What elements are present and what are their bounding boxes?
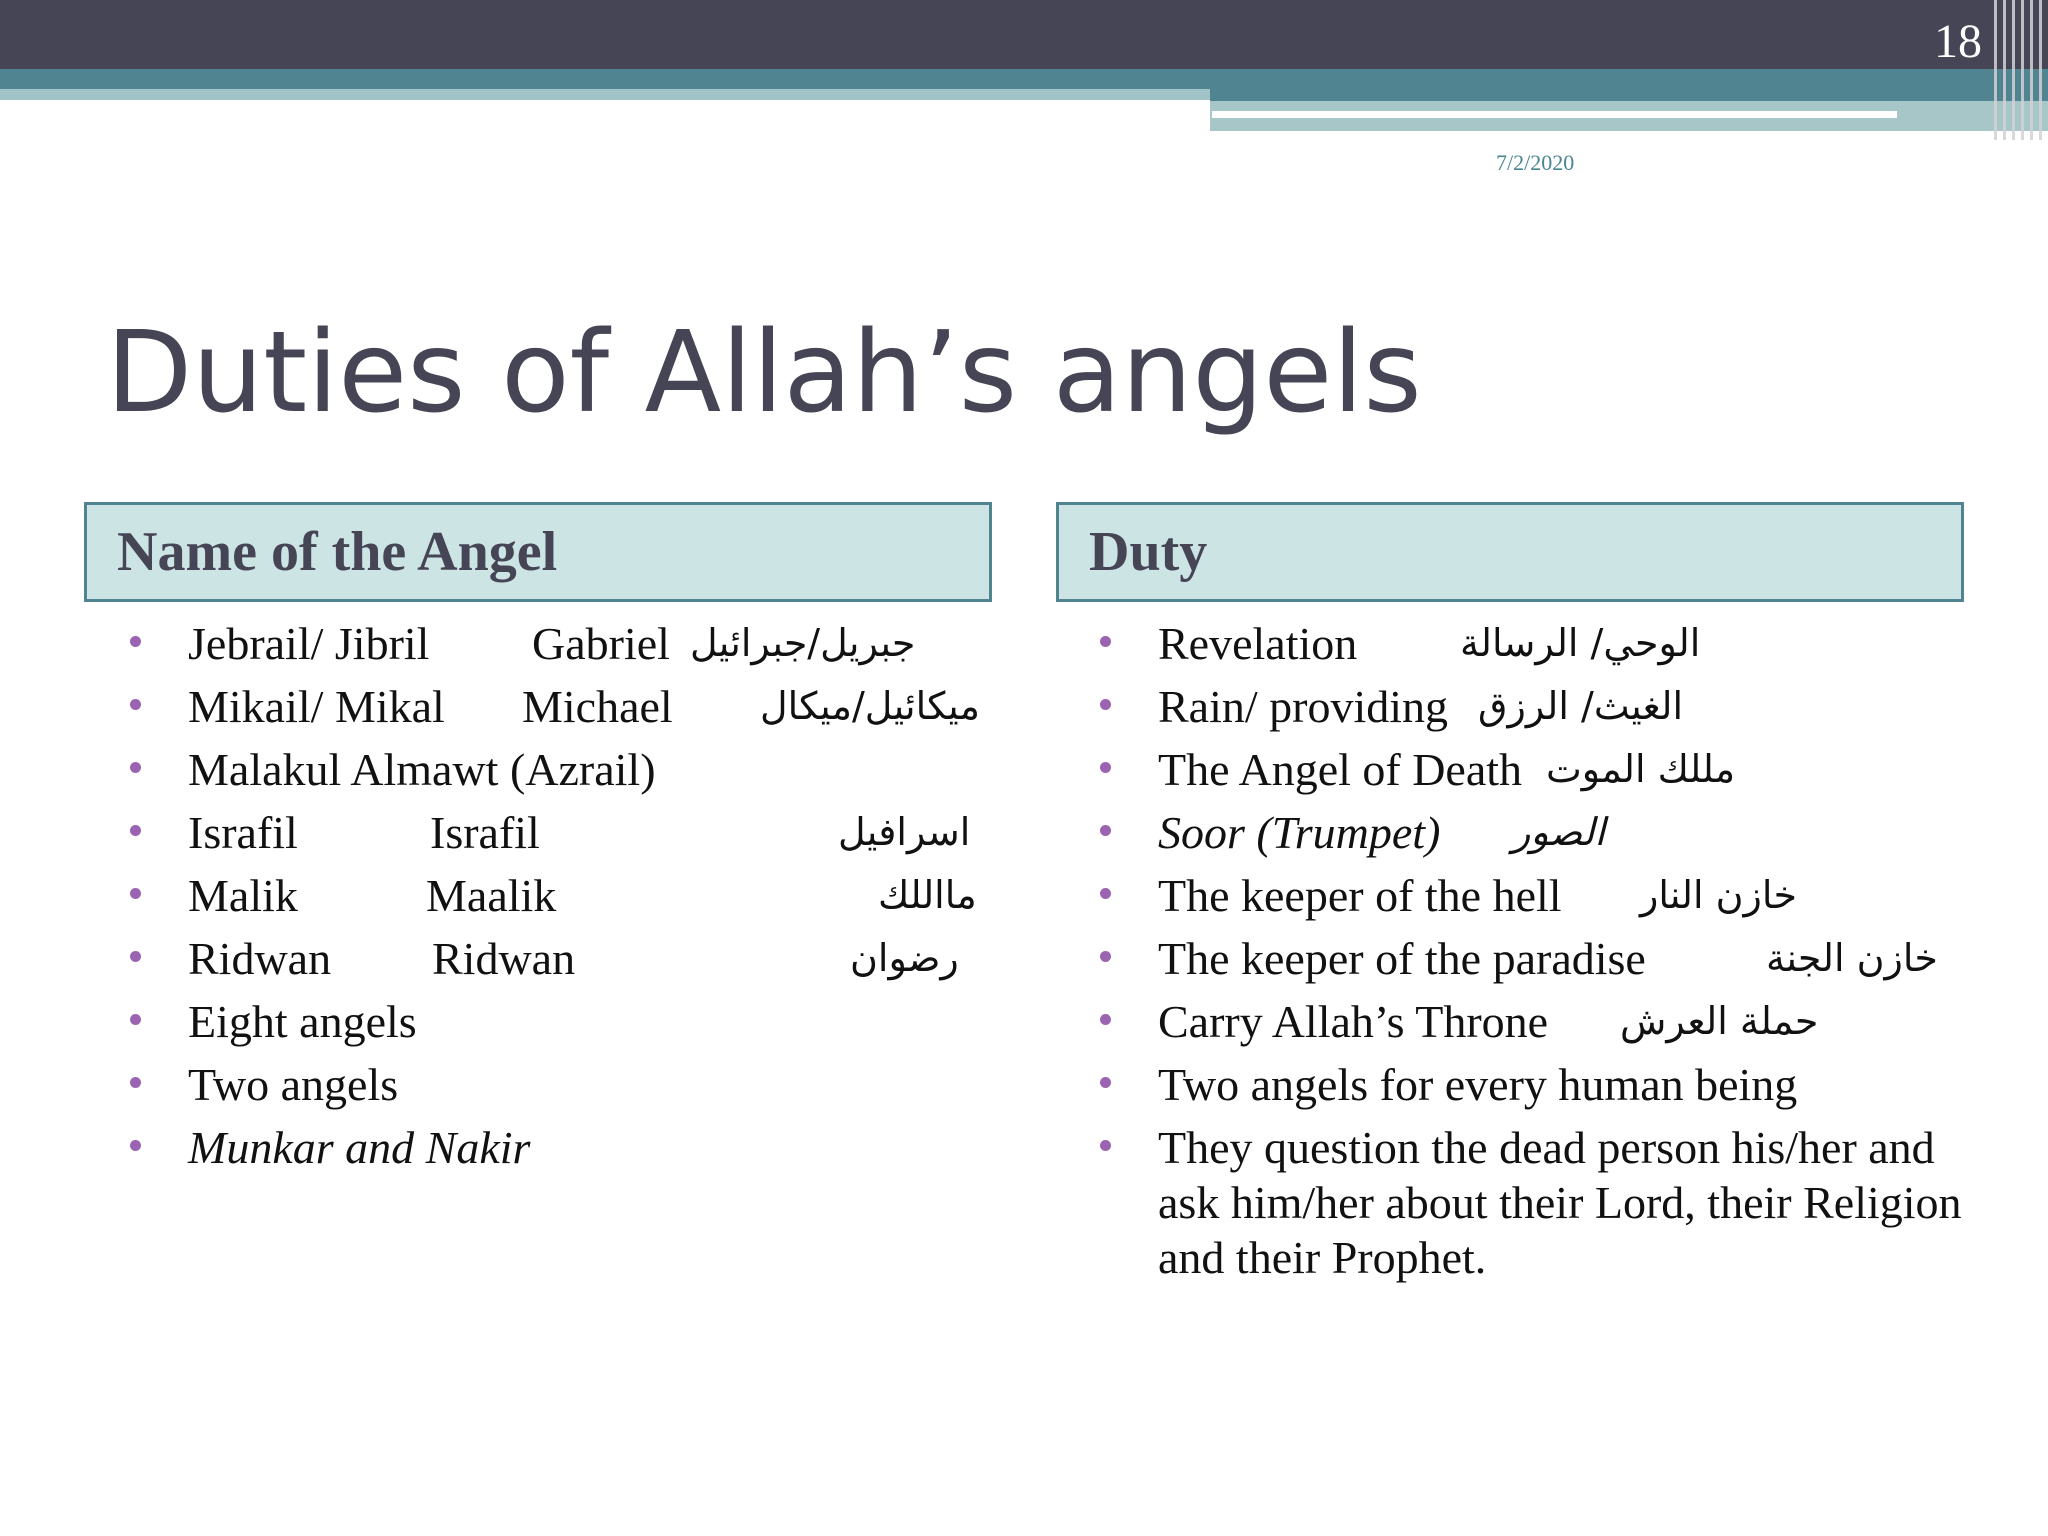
duty-arabic: حملة العرش (1620, 999, 1819, 1043)
list-item (130, 612, 1010, 675)
header-band (0, 0, 2048, 69)
list-item (1100, 801, 2000, 864)
duty-text: The keeper of the hell (1158, 870, 1562, 921)
angel-name: Malik (188, 870, 298, 921)
bullet-icon (1100, 1140, 1111, 1151)
bullet-icon (1100, 1014, 1111, 1025)
bullet-icon (1100, 762, 1111, 773)
column-header-name: Name of the Angel (84, 502, 992, 602)
header-stripes (1988, 0, 2048, 140)
duty-arabic: مللك الموت (1546, 747, 1736, 791)
list-item (1100, 1116, 2000, 1285)
header-accent-bar (0, 69, 1210, 89)
bullet-icon (130, 951, 141, 962)
angel-english-name: Gabriel (532, 618, 670, 669)
angel-name-list (130, 612, 1010, 1179)
angel-english-name: Michael (522, 681, 673, 732)
bullet-icon (130, 1014, 141, 1025)
duty-text: Two angels for every human being (1158, 1059, 1798, 1110)
bullet-icon (130, 1140, 141, 1151)
angel-name: Jebrail/ Jibril (188, 618, 430, 669)
list-item (1100, 612, 2000, 675)
bullet-icon (130, 825, 141, 836)
header-accent-bar-right (1210, 69, 2048, 101)
slide-title: Duties of Allah’s angels (106, 308, 1422, 438)
list-item (1100, 990, 2000, 1053)
angel-name: Malakul Almawt (Azrail) (188, 744, 656, 795)
duty-arabic: الغيث/ الرزق (1478, 684, 1684, 728)
bullet-icon (1100, 636, 1111, 647)
angel-name: Israfil (188, 807, 298, 858)
angel-english-name: Israfil (430, 807, 540, 858)
angel-name: Munkar and Nakir (188, 1122, 531, 1173)
duty-arabic: الوحي/ الرسالة (1460, 621, 1701, 665)
duty-list (1100, 612, 2000, 1285)
list-item (130, 864, 1010, 927)
header-divider-notch (1650, 131, 1900, 139)
column-header-duty: Duty (1056, 502, 1964, 602)
duty-text: They question the dead person his/her and ask him/her about their Lord, their Religion and their Prophet. (1158, 1122, 1962, 1283)
list-item (130, 1053, 1010, 1116)
list-item (1100, 927, 2000, 990)
angel-name: Mikail/ Mikal (188, 681, 445, 732)
bullet-icon (1100, 1077, 1111, 1088)
angel-english-name: Ridwan (432, 933, 576, 984)
bullet-icon (1100, 825, 1111, 836)
duty-text: Carry Allah’s Throne (1158, 996, 1549, 1047)
list-item (130, 990, 1010, 1053)
angel-arabic-name: رضوان (850, 936, 959, 980)
bullet-icon (1100, 888, 1111, 899)
angel-name: Two angels (188, 1059, 399, 1110)
duty-text: Rain/ providing (1158, 681, 1449, 732)
bullet-icon (130, 1077, 141, 1088)
page-number: 18 (1934, 15, 1982, 68)
angel-name: Eight angels (188, 996, 417, 1047)
angel-english-name: Maalik (426, 870, 557, 921)
list-item (1100, 738, 2000, 801)
header-divider-line (1212, 111, 1897, 118)
list-item (1100, 675, 2000, 738)
bullet-icon (130, 888, 141, 899)
bullet-icon (130, 699, 141, 710)
bullet-icon (130, 762, 141, 773)
duty-text: Revelation (1158, 618, 1358, 669)
list-item (1100, 864, 2000, 927)
header-accent-bar-light (0, 89, 1210, 100)
duty-text: The Angel of Death (1158, 744, 1523, 795)
angel-arabic-name: ميكائيل/ميكال (760, 684, 981, 728)
angel-name: Ridwan (188, 933, 332, 984)
list-item (130, 801, 1010, 864)
list-item (130, 675, 1010, 738)
angel-arabic-name: جبريل/جبرائيل (690, 621, 916, 665)
bullet-icon (130, 636, 141, 647)
duty-arabic: الصور (1512, 810, 1606, 854)
duty-text: Soor (Trumpet) (1158, 807, 1441, 858)
slide-date: 7/2/2020 (1496, 150, 1575, 175)
angel-arabic-name: مااللك (878, 873, 977, 917)
bullet-icon (1100, 951, 1111, 962)
duty-arabic: خازن الجنة (1766, 936, 1938, 980)
list-item (130, 738, 1010, 801)
list-item (1100, 1053, 2000, 1116)
list-item (130, 927, 1010, 990)
list-item (130, 1116, 1010, 1179)
bullet-icon (1100, 699, 1111, 710)
angel-arabic-name: اسرافيل (838, 810, 971, 854)
duty-text: The keeper of the paradise (1158, 933, 1646, 984)
duty-arabic: خازن النار (1640, 873, 1797, 917)
